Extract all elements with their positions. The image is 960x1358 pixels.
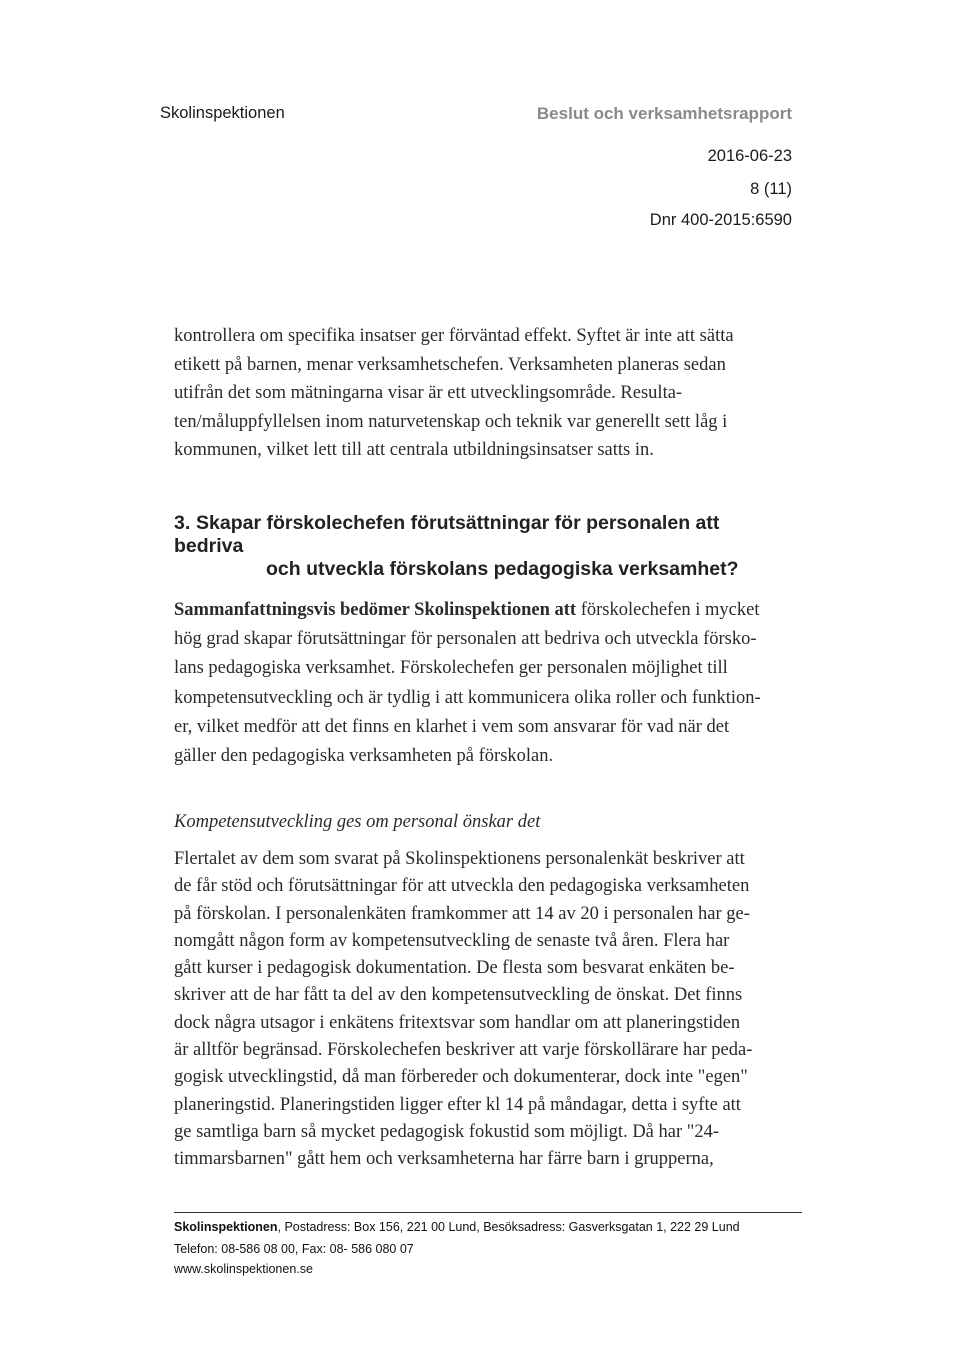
text-line: gått kurser i pedagogisk dokumentation. De flesta som besvarat enkäten be- <box>174 958 735 979</box>
text-line: kommunen, vilket lett till att centrala utbildningsinsatser satts in. <box>174 440 654 461</box>
document-date: 2016-06-23 <box>707 147 792 165</box>
text-line: Flertalet av dem som svarat på Skolinspektionens personalenkät beskriver att <box>174 849 745 869</box>
summary-paragraph <box>174 596 796 771</box>
text-line: planeringstid. Planeringstiden ligger efter kl 14 på måndagar, detta i syfte att <box>174 1094 741 1115</box>
text-line: ge samtliga barn så mycket pedagogisk fokustid som möjligt. Då har "24- <box>174 1121 719 1142</box>
text-line: etikett på barnen, menar verksamhetschefen. Verksamheten planeras sedan <box>174 354 726 375</box>
text-line: hög grad skapar förutsättningar för personalen att bedriva och utveckla försko- <box>174 629 757 650</box>
intro-paragraph <box>174 322 796 465</box>
subheading: Kompetensutveckling ges om personal önskar det <box>174 812 541 832</box>
page-number: 8 (11) <box>750 180 792 198</box>
text-line: ten/måluppfyllelsen inom naturvetenskap och teknik var generellt sett låg i <box>174 411 728 432</box>
text-line: gäller den pedagogiska verksamheten på förskolan. <box>174 746 554 767</box>
diary-number: Dnr 400-2015:6590 <box>649 211 792 229</box>
footer-address-text: , Postadress: Box 156, 221 00 Lund, Besöksadress: Gasverksgatan 1, 222 29 Lund <box>277 1220 740 1234</box>
section-number: 3. <box>174 512 191 534</box>
text-line: är alltför begränsad. Förskolechefen beskriver att varje förskollärare har peda- <box>174 1040 753 1061</box>
summary-lead: Sammanfattningsvis bedömer Skolinspektionen att <box>174 600 577 620</box>
footer-address <box>174 1220 740 1234</box>
footer-divider <box>174 1212 802 1213</box>
text-line: de får stöd och förutsättningar för att utveckla den pedagogiska verksamheten <box>174 876 750 897</box>
text-line: på förskolan. I personalenkäten framkommer att 14 av 20 i personalen har ge- <box>174 903 750 924</box>
footer-org: Skolinspektionen <box>174 1220 278 1234</box>
text-line: gogisk utvecklingstid, då man förbereder och dokumenterar, dock inte "egen" <box>174 1067 748 1088</box>
text-line: dock några utsagor i enkätens fritextsvar som handlar om att planeringstiden <box>174 1012 741 1033</box>
organization-name: Skolinspektionen <box>160 104 285 122</box>
text-line: förskolechefen i mycket <box>576 600 760 620</box>
section-title-line: och utveckla förskolans pedagogiska verksamhet? <box>266 558 739 580</box>
text-line: kompetensutveckling och är tydlig i att kommunicera olika roller och funktion- <box>174 687 761 708</box>
text-line: skriver att de har fått ta del av den kompetensutveckling de önskat. Det finns <box>174 985 743 1006</box>
main-paragraph <box>174 846 796 1174</box>
footer-phone: Telefon: 08-586 08 00, Fax: 08- 586 080 07 <box>174 1242 414 1256</box>
text-line: nomgått någon form av kompetensutveckling de senaste två åren. Flera har <box>174 930 730 951</box>
document-type: Beslut och verksamhetsrapport <box>536 104 792 123</box>
text-line: timmarsbarnen" gått hem och verksamheterna har färre barn i grupperna, <box>174 1149 714 1170</box>
section-title-line: Skapar förskolechefen förutsättningar för personalen att bedriva <box>174 512 720 557</box>
section-heading <box>174 512 786 581</box>
text-line: lans pedagogiska verksamhet. Förskolechefen ger personalen möjlighet till <box>174 658 728 679</box>
text-line: kontrollera om specifika insatser ger förväntad effekt. Syftet är inte att sätta <box>174 326 734 346</box>
text-line: utifrån det som mätningarna visar är ett utvecklingsområde. Resulta- <box>174 383 683 404</box>
text-line: er, vilket medför att det finns en klarhet i vem som ansvarar för vad när det <box>174 716 730 737</box>
footer-website: www.skolinspektionen.se <box>174 1262 313 1276</box>
